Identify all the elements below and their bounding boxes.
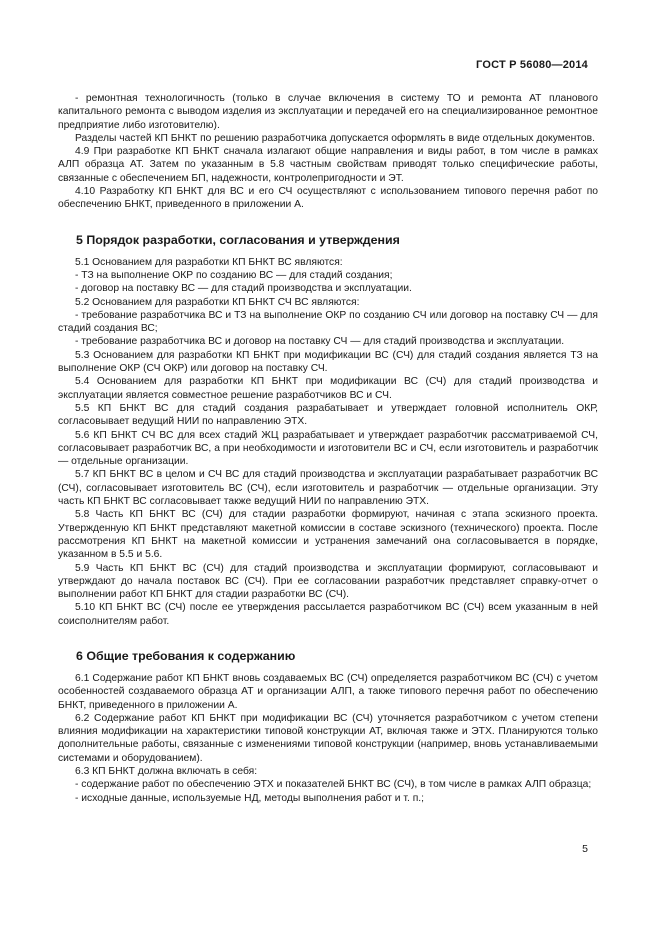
- paragraph: 5.6 КП БНКТ СЧ ВС для всех стадий ЖЦ разрабатывает и утверждает разработчик рассматриваемой СЧ, согласовывает разработчик ВС, а при необходимости и изготовители ВС и СЧ, если изготовитель и разработчик — отдельные организации.: [58, 429, 598, 468]
- paragraph: 4.9 При разработке КП БНКТ сначала излагают общие направления и виды работ, в том числе в рамках АЛП образца АТ. Затем по указанным в 5.8 частным свойствам приводят только специфические работы, связанные с обеспечением БП, надежности, контролепригодности и ЭТ.: [58, 146, 598, 184]
- page-number: 5: [582, 843, 588, 855]
- paragraph: 5.1 Основанием для разработки КП БНКТ ВС являются:: [75, 256, 343, 268]
- paragraph: 5.4 Основанием для разработки КП БНКТ при модификации ВС (СЧ) для стадий производства и эксплуатации является совместное решение разработчиков ВС и СЧ.: [58, 376, 598, 401]
- paragraph: 5.3 Основанием для разработки КП БНКТ при модификации ВС (СЧ) для стадий создания является ТЗ на выполнение ОКР (СЧ ОКР) или договор на поставку СЧ.: [58, 349, 598, 375]
- paragraph: 5.7 КП БНКТ ВС в целом и СЧ ВС для стадий производства и эксплуатации разрабатывает разработчик ВС (СЧ), согласовывает изготовитель ВС (СЧ), если изготовитель и разработчик — отдельные организации. Эту часть КП БНКТ ВС согласовывает также ведущий НИИ по направлению ЭТХ.: [58, 469, 598, 508]
- section-heading-6: 6 Общие требования к содержанию: [76, 648, 296, 663]
- paragraph: - договор на поставку ВС — для стадий производства и эксплуатации.: [75, 283, 412, 295]
- document-body: [58, 92, 598, 805]
- paragraph: 6.1 Содержание работ КП БНКТ вновь создаваемых ВС (СЧ) определяется разработчиком ВС (СЧ) с учетом особенностей создаваемого образца АТ и организации АЛП, а также типового перечня работ по обеспечению БНКТ, приведенного в приложении А.: [58, 672, 598, 711]
- section-heading-5: 5 Порядок разработки, согласования и утверждения: [76, 232, 400, 247]
- paragraph: - требование разработчика ВС и ТЗ на выполнение ОКР по созданию СЧ или договор на поставку СЧ — для стадий создания ВС;: [58, 309, 598, 335]
- paragraph: 6.3 КП БНКТ должна включать в себя:: [75, 766, 258, 778]
- paragraph: 5.2 Основанием для разработки КП БНКТ СЧ ВС являются:: [75, 296, 360, 308]
- paragraph: - ремонтная технологичность (только в случае включения в систему ТО и ремонта АТ планового капитального ремонта с выводом изделия из эксплуатации и передачей его на специализированное ремонтное предприятие либо изготовителю).: [58, 93, 598, 131]
- paragraph: 4.10 Разработку КП БНКТ для ВС и его СЧ осуществляют с использованием типового перечня работ по обеспечению БНКТ, приведенного в приложении А.: [58, 186, 598, 211]
- paragraph: 5.5 КП БНКТ ВС для стадий создания разрабатывает и утверждает головной исполнитель ОКР, согласовывает ведущий НИИ по направлению ЭТХ.: [58, 402, 598, 428]
- paragraph: 6.2 Содержание работ КП БНКТ при модификации ВС (СЧ) уточняется разработчиком с учетом степени влияния модификации на характеристики типовой конструкции АТ, включая также и ЭТХ. Планируются только дополнительные работы, связанные с изменениями типовой конструкции (например, вновь устанавливаемыми системами и оборудованием).: [58, 712, 598, 764]
- paragraph: 5.10 КП БНКТ ВС (СЧ) после ее утверждения рассылается разработчиком ВС (СЧ) всем указанным в ней соисполнителям работ.: [58, 602, 598, 627]
- paragraph: 5.8 Часть КП БНКТ ВС (СЧ) для стадии разработки формируют, начиная с этапа эскизного проекта. Утвержденную КП БНКТ представляют макетной комиссии в составе эскизного (технического) проекта. После рассмотрения КП БНКТ на макетной комиссии и устранения замечаний она согласовывается в порядке, указанном в 5.5 и 5.6.: [58, 509, 598, 561]
- paragraph: Разделы частей КП БНКТ по решению разработчика допускается оформлять в виде отдельных документов.: [75, 132, 595, 144]
- paragraph: - содержание работ по обеспечению ЭТХ и показателей БНКТ ВС (СЧ), в том числе в рамках АЛП образца;: [75, 779, 592, 791]
- paragraph: - ТЗ на выполнение ОКР по созданию ВС — для стадий создания;: [75, 269, 393, 281]
- paragraph: - исходные данные, используемые НД, методы выполнения работ и т. п.;: [75, 792, 424, 804]
- standard-designation: ГОСТ Р 56080—2014: [476, 59, 588, 71]
- paragraph: 5.9 Часть КП БНКТ ВС (СЧ) для стадий производства и эксплуатации формируют, согласовывают и утверждают до начала поставок ВС (СЧ). При ее согласовании разработчик представляет справку-отчет о выполнении работ КП БНКТ для стадии разработки ВС (СЧ).: [58, 562, 598, 601]
- paragraph: - требование разработчика ВС и договор на поставку СЧ — для стадий производства и эксплуатации.: [75, 336, 565, 348]
